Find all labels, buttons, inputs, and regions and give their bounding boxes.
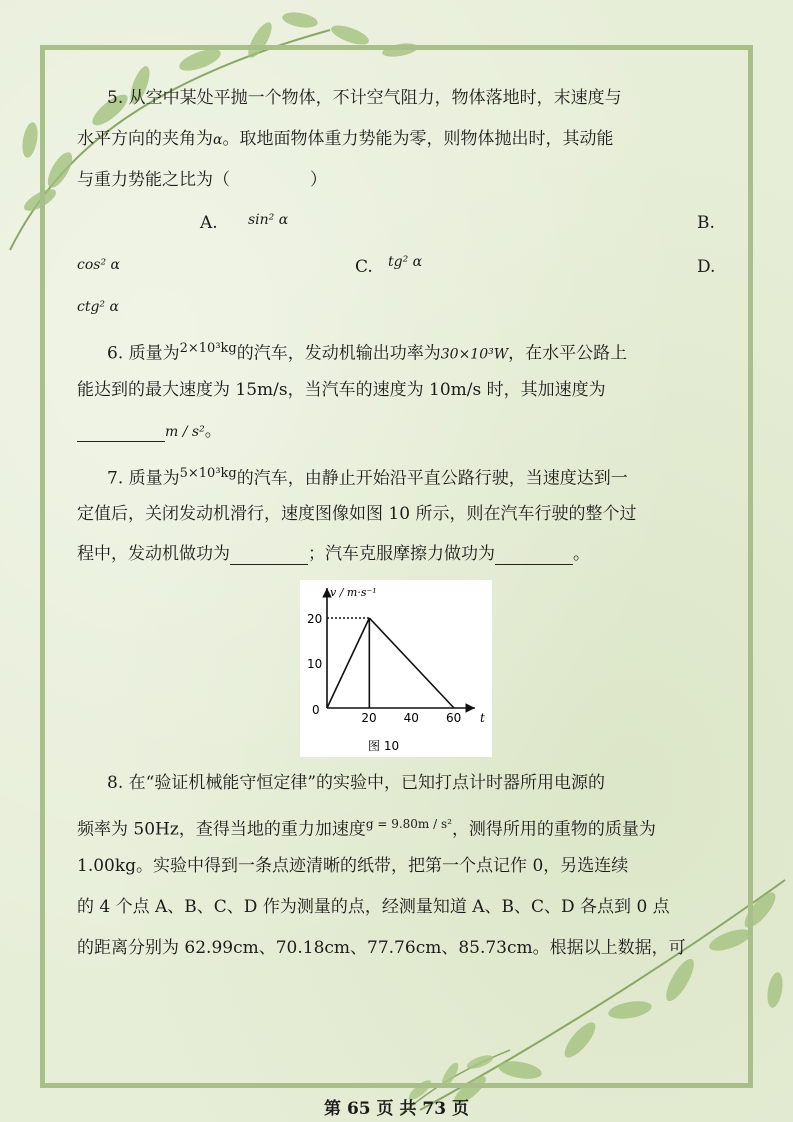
q6-line1-text-c: ，在水平公路上 <box>508 343 628 364</box>
q5-line2-text-b: 。取地面物体重力势能为零，则物体抛出时，其动能 <box>222 129 614 149</box>
q5-option-d-label: D. <box>697 257 716 277</box>
q7-line1-text: 7. 质量为 <box>107 468 180 489</box>
velocity-segment-1 <box>327 618 369 708</box>
q7-line1 <box>107 464 628 489</box>
q5-option-b: cos² α <box>77 257 120 273</box>
q5-option-a-label: A. <box>200 213 218 233</box>
q5-line2 <box>77 129 613 150</box>
figure-10 <box>300 580 492 757</box>
y-tick-label-10: 10 <box>307 657 323 671</box>
q7-engine-work-blank[interactable] <box>230 544 308 565</box>
q8-line5: 的距离分别为 62.99cm、70.18cm、77.76cm、85.73cm。根据以上数据，可 <box>77 938 686 958</box>
q7-line3-text-b: ；汽车克服摩擦力做功为 <box>308 544 495 564</box>
q5-line3-text: 与重力势能之比为（ <box>77 170 230 190</box>
page-number-footer: 第 65 页 共 73 页 <box>324 1099 469 1119</box>
x-tick-label-40: 40 <box>403 711 419 725</box>
q8-line1: 8. 在“验证机械能守恒定律”的实验中，已知打点计时器所用电源的 <box>107 773 606 793</box>
x-axis-label: t <box>480 711 485 725</box>
q6-mass: 2×10³kg <box>179 341 237 356</box>
q5-option-c-label: C. <box>355 257 373 277</box>
q7-line1-text-b: 的汽车，由静止开始沿平直公路行驶，当速度达到一 <box>236 468 628 489</box>
q6-line3-end: 。 <box>204 421 222 441</box>
q6-line1-text-b: 的汽车，发动机输出功率为 <box>236 343 441 364</box>
q5-option-d: ctg² α <box>77 299 119 315</box>
q8-line2 <box>77 814 656 840</box>
q6-line3 <box>77 421 222 442</box>
x-tick-label-60: 60 <box>446 711 462 725</box>
q8-line2-text-b: ，测得所用的重物的质量为 <box>451 819 656 840</box>
q8-line3: 1.00kg。实验中得到一条点迹清晰的纸带，把第一个点记作 0，另选连续 <box>77 856 629 876</box>
q7-mass: 5×10³kg <box>179 466 237 481</box>
origin-label: 0 <box>312 703 320 717</box>
q5-option-c: tg² α <box>388 254 423 270</box>
q7-friction-work-blank[interactable] <box>495 544 573 565</box>
q5-line3 <box>77 170 327 190</box>
x-tick-label-20: 20 <box>361 711 377 725</box>
q6-answer-blank[interactable] <box>77 421 165 442</box>
velocity-time-chart <box>300 580 492 757</box>
q8-gravity: g = 9.80m / s² <box>365 817 452 831</box>
q6-unit: m / s² <box>165 424 205 440</box>
q8-line4: 的 4 个点 A、B、C、D 作为测量的点，经测量知道 A、B、C、D 各点到 0 点 <box>77 897 670 917</box>
q5-alpha: α <box>213 132 223 148</box>
page-frame <box>40 45 753 1088</box>
figure-caption: 图 10 <box>368 739 400 753</box>
velocity-segment-2 <box>369 618 454 708</box>
y-tick-label-20: 20 <box>307 612 323 626</box>
q5-line2-text: 水平方向的夹角为 <box>77 129 213 149</box>
q7-line3-text-c: 。 <box>573 544 590 564</box>
q7-line2: 定值后，关闭发动机滑行，速度图像如图 10 所示，则在汽车行驶的整个过 <box>77 504 637 524</box>
y-axis-label: v / m·s⁻¹ <box>330 586 377 599</box>
q7-line3 <box>77 544 590 565</box>
q5-line3-close: ） <box>310 170 327 190</box>
q5-option-b-label: B. <box>697 213 715 233</box>
q6-line1-text: 6. 质量为 <box>107 343 180 364</box>
q6-line1 <box>107 339 627 365</box>
q6-power: 30×10³W <box>440 346 509 363</box>
q6-line2: 能达到的最大速度为 15m/s，当汽车的速度为 10m/s 时，其加速度为 <box>77 380 606 400</box>
q5-line1: 5. 从空中某处平抛一个物体，不计空气阻力，物体落地时，末速度与 <box>107 88 622 108</box>
q5-option-a: sin² α <box>248 212 289 228</box>
q8-line2-text: 频率为 50Hz，查得当地的重力加速度 <box>77 819 366 840</box>
q7-line3-text: 程中，发动机做功为 <box>77 544 230 564</box>
